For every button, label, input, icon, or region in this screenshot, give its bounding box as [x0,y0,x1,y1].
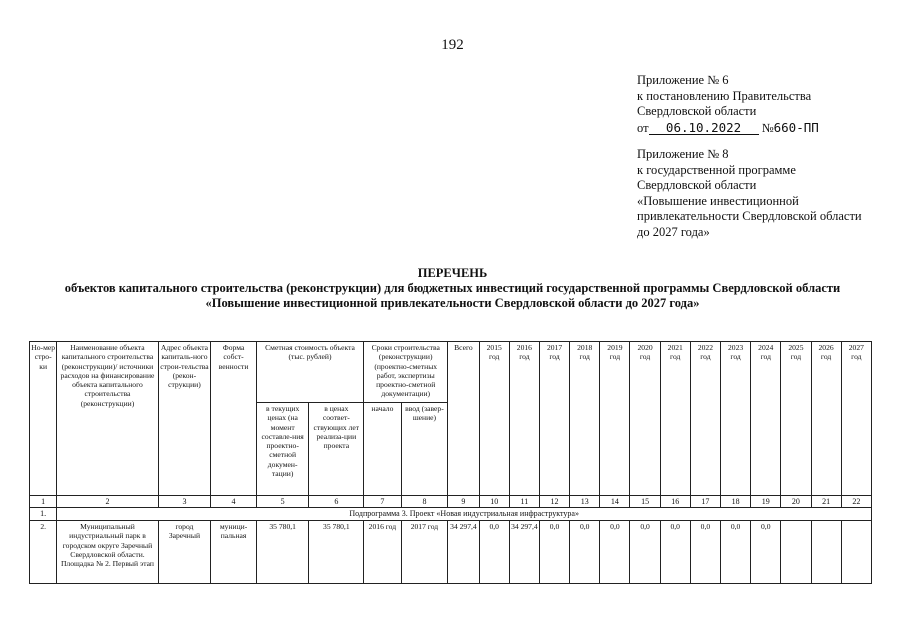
header-year: 2024 год [751,342,781,496]
program-name: «Повышение инвестиционной привлекательности Свердловской области до 2027 года» [205,296,700,310]
column-number: 3 [158,496,211,508]
column-number: 9 [448,496,479,508]
column-number: 6 [309,496,364,508]
column-number: 1 [30,496,57,508]
column-number: 10 [479,496,509,508]
header-year: 2020 год [630,342,660,496]
header-total: Всего [448,342,479,496]
header-year: 2021 год [660,342,690,496]
column-number: 7 [364,496,401,508]
header-year: 2015 год [479,342,509,496]
start-value: 2016 год [364,521,401,584]
header-year: 2022 год [690,342,720,496]
column-number: 16 [660,496,690,508]
appendix-8-title: Приложение № 8 [637,147,729,161]
column-number: 12 [539,496,569,508]
appendix-8-line5: привлекательности Свердловской области [637,209,862,223]
document-title: ПЕРЕЧЕНЬ [417,266,488,280]
resolution-date: 06.10.2022 [649,121,759,135]
header-ownership: Форма собст-венности [211,342,257,496]
date-prefix: от [637,120,649,135]
number-prefix: № [761,120,774,135]
column-numbers-row [30,496,872,508]
header-year: 2023 год [721,342,751,496]
header-end: ввод (завер-шение) [401,403,448,496]
year-value: 0,0 [721,521,751,584]
appendix-8-line2: к государственной программе [637,162,796,177]
row-no: 2. [30,521,57,584]
year-value [811,521,841,584]
cost-realization-value: 35 780,1 [309,521,364,584]
header-cost-realization: в ценах соответ-ствующих лет реализа-ции проекта [309,403,364,496]
document-subtitle: объектов капитального строительства (реконструкции) для бюджетных инвестиций государственной программы Свердловской области [64,281,841,295]
column-number: 8 [401,496,448,508]
column-number: 14 [600,496,630,508]
year-value: 0,0 [570,521,600,584]
year-value: 0,0 [479,521,509,584]
appendix-8-line3: Свердловской области [637,178,757,192]
appendix-8-line4: «Повышение инвестиционной [637,193,799,208]
end-value: 2017 год [401,521,448,584]
header-year: 2016 год [509,342,539,496]
header-year: 2018 год [570,342,600,496]
subprogram-row-no: 1. [30,508,57,521]
appendix-6-title: Приложение № 6 [637,73,729,87]
column-number: 4 [211,496,257,508]
subprogram-row [30,508,872,521]
year-value [781,521,811,584]
column-number: 11 [509,496,539,508]
header-year: 2027 год [841,342,871,496]
appendix-6-date-line [637,120,887,137]
cost-current-value: 35 780,1 [256,521,309,584]
total-value: 34 297,4 [448,521,479,584]
column-number: 21 [811,496,841,508]
subprogram-title: Подпрограмма 3. Проект «Новая индустриальная инфраструктура» [57,508,872,521]
object-ownership: муници-пальная [211,521,257,584]
year-value: 0,0 [690,521,720,584]
year-value: 0,0 [751,521,781,584]
header-name: Наименование объекта капитального строительства (реконструкции)/ источники расходов на финансирование объекта капитального строительства (реконструкции) [57,342,158,496]
header-year: 2025 год [781,342,811,496]
header-year: 2026 год [811,342,841,496]
object-address: город Заречный [158,521,211,584]
column-number: 13 [570,496,600,508]
page-number: 192 [441,37,464,53]
objects-table [29,341,872,584]
column-number: 5 [256,496,309,508]
year-value: 34 297,4 [509,521,539,584]
header-row-no: Но-мер стро-ки [30,342,57,496]
appendix-8-block [637,147,887,240]
resolution-number: 660-ПП [773,119,819,135]
column-number: 19 [751,496,781,508]
object-name: Муниципальный индустриальный парк в городском округе Заречный Свердловской области. Площадка № 2. Первый этап [57,521,158,584]
year-value: 0,0 [539,521,569,584]
table-row [30,521,872,584]
year-value: 0,0 [600,521,630,584]
column-number: 18 [721,496,751,508]
column-number: 17 [690,496,720,508]
appendix-6-block [637,73,887,136]
year-value: 0,0 [660,521,690,584]
header-row [30,342,872,403]
appendix-6-line2: к постановлению Правительства [637,88,812,103]
column-number: 15 [630,496,660,508]
header-year: 2017 год [539,342,569,496]
column-number: 2 [57,496,158,508]
header-cost-current: в текущих ценах (на момент составле-ния проектно-сметной докумен-тации) [256,403,309,496]
year-value [841,521,871,584]
header-terms: Сроки строительства (реконструкции) (проектно-сметных работ, экспертизы проектно-сметной документации) [364,342,448,403]
header-start: начало [364,403,401,496]
year-value: 0,0 [630,521,660,584]
appendix-6-line3: Свердловской области [637,104,757,118]
column-number: 20 [781,496,811,508]
header-cost: Сметная стоимость объекта (тыс. рублей) [256,342,363,403]
column-number: 22 [841,496,871,508]
header-year: 2019 год [600,342,630,496]
appendix-8-line6: до 2027 года» [637,224,710,239]
header-address: Адрес объекта капиталь-ного строи-тельства (рекон-струкции) [158,342,211,496]
